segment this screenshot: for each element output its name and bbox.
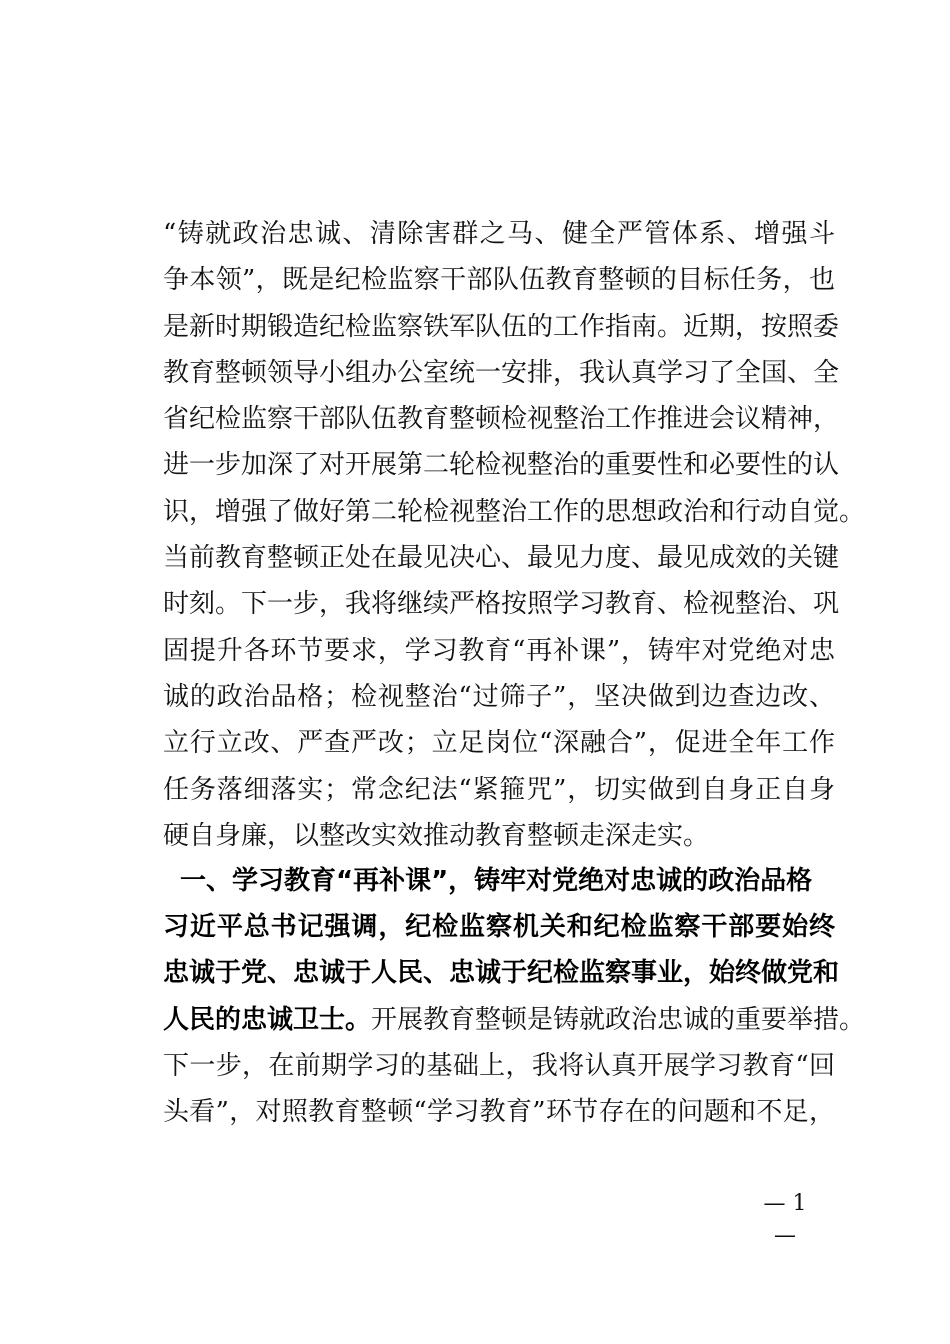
paragraph-line: 忠诚于党、忠诚于人民、忠诚于纪检监察事业，始终做党和 bbox=[163, 958, 840, 989]
paragraph-line: 是新时期锻造纪检监察铁军队伍的工作指南。近期，按照委 bbox=[163, 311, 840, 342]
paragraph-line: “铸就政治忠诚、清除害群之马、健全严管体系、增强斗 bbox=[163, 219, 835, 249]
paragraph-1 bbox=[163, 211, 866, 859]
paragraph-line: 习近平总书记强调，纪检监察机关和纪检监察干部要始终 bbox=[163, 912, 835, 942]
paragraph-line: 下一步，在前期学习的基础上，我将认真开展学习教育“回 bbox=[163, 1050, 835, 1081]
paragraph-2 bbox=[163, 904, 866, 1135]
paragraph-line: 省纪检监察干部队伍教育整顿检视整治工作推进会议精神， bbox=[163, 404, 840, 435]
paragraph-line: 硬自身廉，以整改实效推动教育整顿走深走实。 bbox=[163, 820, 710, 851]
paragraph-line: 固提升各环节要求，学习教育“再补课”，铸牢对党绝对忠 bbox=[163, 635, 835, 666]
paragraph-line: 头看”，对照教育整顿“学习教育”环节存在的问题和不足， bbox=[163, 1097, 835, 1128]
section-heading-text: 一、学习教育“再补课”，铸牢对党绝对忠诚的政治品格 bbox=[180, 866, 813, 896]
normal-phrase: 开展教育整顿是铸就政治忠诚的重要举措。 bbox=[371, 1004, 866, 1035]
section-heading-1 bbox=[180, 858, 820, 904]
bold-phrase: 人民的忠诚卫士。 bbox=[163, 1004, 372, 1035]
paragraph-line: 识，增强了做好第二轮检视整治工作的思想政治和行动自觉。 bbox=[163, 496, 866, 527]
paragraph-line: 当前教育整顿正处在最见决心、最见力度、最见成效的关键 bbox=[163, 543, 840, 574]
paragraph-line: 教育整顿领导小组办公室统一安排，我认真学习了全国、全 bbox=[163, 357, 840, 388]
paragraph-line: 诚的政治品格；检视整治“过筛子”，坚决做到边查边改、 bbox=[163, 681, 835, 712]
paragraph-line: 争本领”，既是纪检监察干部队伍教育整顿的目标任务，也 bbox=[163, 265, 835, 296]
paragraph-line-mixed bbox=[163, 997, 866, 1043]
paragraph-line: 时刻。下一步，我将继续严格按照学习教育、检视整治、巩 bbox=[163, 589, 840, 620]
page-number: — 1 — bbox=[763, 1191, 807, 1248]
paragraph-line: 任务落细落实；常念纪法“紧箍咒”，切实做到自身正自身 bbox=[163, 774, 835, 805]
paragraph-line: 进一步加深了对开展第二轮检视整治的重要性和必要性的认 bbox=[163, 450, 840, 481]
paragraph-line: 立行立改、严查严改；立足岗位“深融合”，促进全年工作 bbox=[163, 728, 835, 759]
